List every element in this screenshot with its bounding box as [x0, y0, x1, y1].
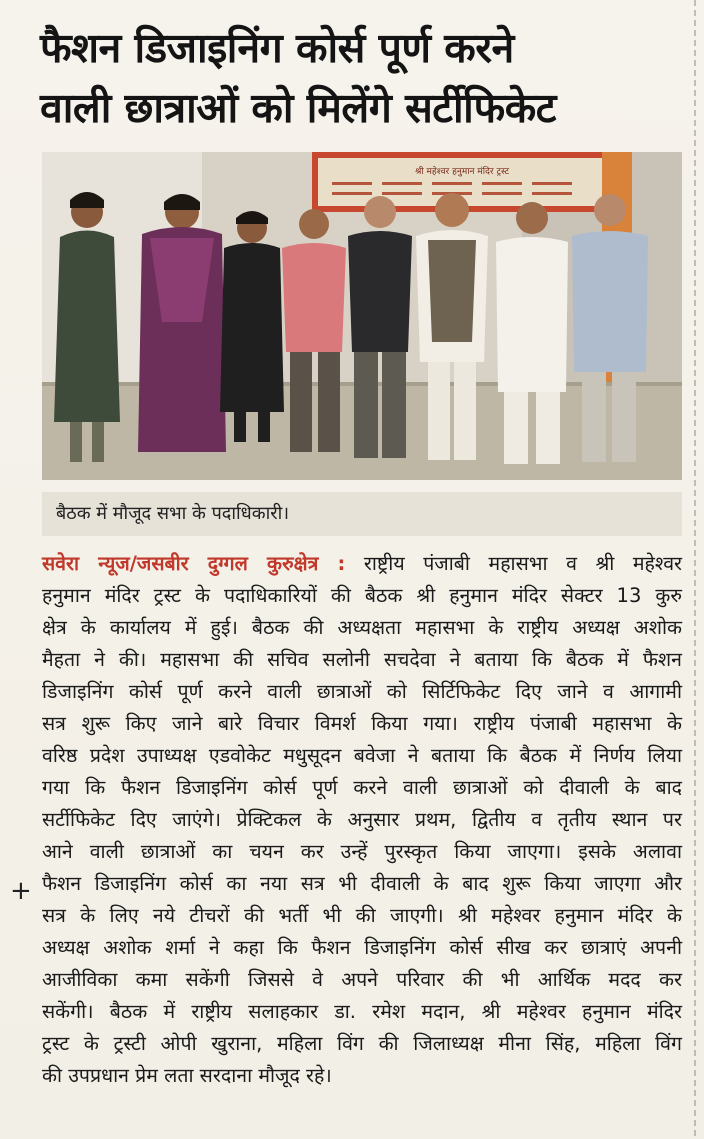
- article-line: सकेंगी। बैठक में राष्ट्रीय सलाहकार डा. रमेश मदान, श्री महेश्वर हनुमान मंदिर: [42, 1000, 682, 1023]
- article-line: अध्यक्ष अशोक शर्मा ने कहा कि फैशन डिजाइनिंग कोर्स सीख कर छात्राएं अपनी: [42, 936, 682, 959]
- article-line: ट्रस्ट के ट्रस्टी ओपी खुराना, महिला विंग की जिलाध्यक्ष मीना सिंह, महिला विंग: [42, 1032, 682, 1055]
- article-line: वरिष्ठ प्रदेश उपाध्यक्ष एडवोकेट मधुसूदन बवेजा ने बताया कि बैठक में निर्णय लिया: [42, 744, 682, 767]
- article-line: सत्र के लिए नये टीचरों की भर्ती भी की जाएगी। श्री महेश्वर हनुमान मंदिर के: [42, 904, 682, 927]
- article-line: आजीविका कमा सकेंगी जिससे वे अपने परिवार की भी आर्थिक मदद कर: [42, 968, 682, 991]
- article-line: सत्र शुरू किए जाने बारे विचार विमर्श किया गया। राष्ट्रीय पंजाबी महासभा के: [42, 712, 682, 735]
- headline-line-2: वाली छात्राओं को मिलेंगे सर्टीफिकेट: [40, 84, 556, 132]
- photo-caption: बैठक में मौजूद सभा के पदाधिकारी।: [42, 492, 682, 536]
- byline: सवेरा न्यूज/जसबीर दुग्गल कुरुक्षेत्र :: [42, 552, 346, 575]
- column-divider: [694, 0, 696, 1139]
- article-line: गया कि फैशन डिजाइनिंग कोर्स पूर्ण करने वाली छात्राओं को दीवाली के बाद: [42, 776, 682, 799]
- article-line: आने वाली छात्राओं का चयन कर उन्हें पुरस्कृत किया जाएगा। इसके अलावा: [42, 840, 682, 863]
- person-2: [138, 194, 226, 452]
- group-photo: [42, 152, 682, 480]
- article-line: हनुमान मंदिर ट्रस्ट के पदाधिकारियों की बैठक श्री हनुमान मंदिर सेक्टर 13 कुरु: [42, 584, 682, 607]
- article-line: सर्टीफिकेट दिए जाएंगे। प्रेक्टिकल के अनुसार प्रथम, द्वितीय व तृतीय स्थान पर: [42, 808, 682, 831]
- margin-mark: +: [10, 876, 32, 906]
- headline-line-1: फैशन डिजाइनिंग कोर्स पूर्ण करने: [40, 24, 514, 72]
- article-first-line: राष्ट्रीय पंजाबी महासभा व श्री महेश्वर: [363, 552, 683, 575]
- banner-text: श्री महेश्वर हनुमान मंदिर ट्रस्ट: [414, 167, 510, 177]
- article-line: की उपप्रधान प्रेम लता सरदाना मौजूद रहे।: [42, 1064, 332, 1087]
- article-line: डिजाइनिंग कोर्स पूर्ण करने वाली छात्राओं को सिर्टिफिकेट दिए जाने व आगामी: [42, 680, 682, 703]
- headline: [40, 18, 670, 138]
- article-line: फैशन डिजाइनिंग कोर्स का नया सत्र भी दीवाली के बाद शुरू किया जाएगा और: [42, 872, 682, 895]
- article-body: [42, 548, 682, 1092]
- article-line: क्षेत्र के कार्यालय में हुई। बैठक की अध्यक्षता महासभा के राष्ट्रीय अध्यक्ष अशोक: [42, 616, 682, 639]
- article-line: मैहता ने की। महासभा की सचिव सलोनी सचदेवा ने बताया कि बैठक में फैशन: [42, 648, 682, 671]
- article-line: [42, 548, 682, 580]
- group-photo-illustration: [42, 152, 682, 480]
